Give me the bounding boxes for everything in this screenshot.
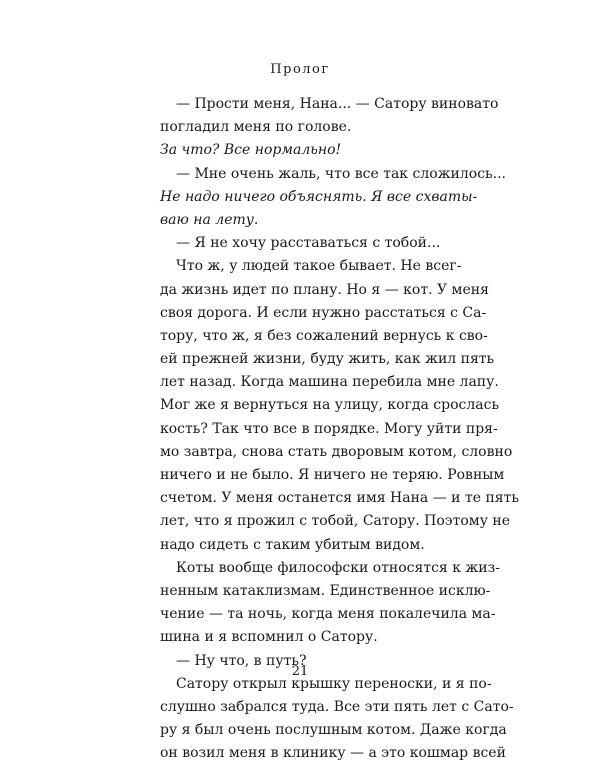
text-line: Не надо ничего объяснять. Я все схваты- bbox=[160, 188, 478, 205]
text-line: погладил меня по голове. bbox=[160, 119, 352, 136]
text-line: ненным катаклизмам. Единственное исклю- bbox=[160, 582, 491, 599]
text-line: тору, что ж, я без сожалений вернусь к сво- bbox=[160, 327, 488, 344]
text-line: ничего и не было. Я ничего не теряю. Ровным bbox=[160, 467, 505, 483]
text-line: Сатору открыл крышку переноски, и я по- bbox=[176, 675, 492, 692]
text-line: Что ж, у людей такое бывает. Не всег- bbox=[176, 258, 462, 275]
text-line: надо сидеть с таким убитым видом. bbox=[160, 536, 425, 553]
page-number: 21 bbox=[291, 664, 309, 679]
text-line: лет назад. Когда машина перебила мне лапу. bbox=[160, 374, 499, 391]
text-line: лет, что я прожил с тобой, Сатору. Поэтому не bbox=[160, 513, 510, 530]
text-line: ваю на лету. bbox=[160, 211, 259, 228]
running-head: Пролог bbox=[270, 62, 330, 77]
text-line: Мог же я вернуться на улицу, когда срослась bbox=[160, 397, 500, 414]
text-line: кость? Так что все в порядке. Могу уйти пря- bbox=[160, 420, 498, 437]
text-line: он возил меня в клинику — а это кошмар всей bbox=[160, 745, 506, 762]
text-line: — Мне очень жаль, что все так сложилось... bbox=[176, 165, 507, 182]
text-line: — Ну что, в путь? bbox=[176, 652, 307, 669]
text-line: чение — та ночь, когда меня покалечила ма- bbox=[160, 606, 496, 623]
text-line: ей прежней жизни, буду жить, как жил пять bbox=[160, 351, 495, 368]
text-line: слушно забрался туда. Все эти пять лет с Сато- bbox=[160, 698, 514, 715]
text-line: счетом. У меня останется имя Нана — и те пять bbox=[160, 490, 519, 507]
text-line: ру я был очень послушным котом. Даже когда bbox=[160, 722, 507, 739]
text-line: — Прости меня, Нана... — Сатору виновато bbox=[176, 96, 499, 112]
text-line: да жизнь идет по плану. Но я — кот. У меня bbox=[160, 281, 489, 298]
text-line: — Я не хочу расставаться с тобой... bbox=[176, 235, 441, 252]
text-line: За что? Все нормально! bbox=[160, 142, 342, 159]
text-line: шина и я вспомнил о Сатору. bbox=[160, 629, 378, 646]
text-line: Коты вообще философски относятся к жиз- bbox=[176, 559, 500, 576]
text-line: своя дорога. И если нужно расстаться с Са- bbox=[160, 304, 487, 321]
text-line: мо завтра, снова стать дворовым котом, словно bbox=[160, 443, 513, 460]
